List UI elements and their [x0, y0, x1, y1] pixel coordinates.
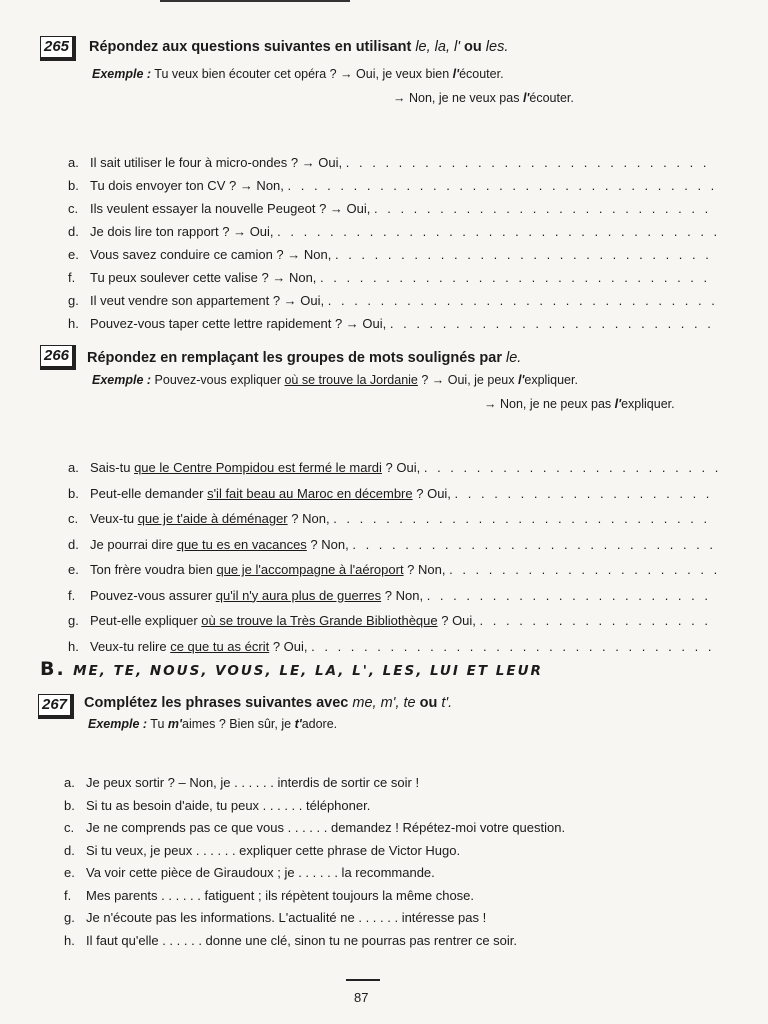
item-letter: g.	[64, 910, 75, 925]
exercise-number: 266	[40, 345, 76, 370]
title-italic-2: t'.	[441, 695, 453, 711]
exercise-265	[0, 36, 768, 331]
example-text: Tu	[147, 717, 168, 731]
list-item	[64, 933, 517, 948]
item-letter: a.	[68, 460, 79, 475]
item-letter: b.	[64, 797, 75, 813]
item-letter: h.	[68, 316, 79, 331]
exercise-267	[0, 694, 768, 948]
title-text: Répondez aux questions suivantes en utilisant	[89, 39, 416, 55]
item-text: Il veut vendre son appartement ? → Oui,	[90, 293, 325, 308]
item-letter: e.	[68, 247, 79, 262]
item-text: Pouvez-vous taper cette lettre rapidement ? → Oui,	[90, 316, 387, 331]
item-underlined: que je l'accompagne à l'aéroport	[216, 562, 404, 577]
example-text-mid: ? → Oui, je peux	[417, 373, 518, 387]
example-bold-2: t'	[294, 717, 302, 731]
list-item	[68, 270, 710, 285]
answer-dots: . . . . . . . . . . . . . . . . . . . . . . . . . . . .	[352, 536, 717, 552]
item-text-post: ? Non,	[306, 536, 349, 552]
item-underlined: qu'il n'y aura plus de guerres	[215, 587, 382, 603]
list-item	[68, 562, 720, 577]
answer-dots: . . . . . . . . . . . . . . . . . . . . .	[449, 562, 721, 577]
item-text: Mes parents . . . . . . fatiguent ; ils répètent toujours la même chose.	[86, 887, 475, 903]
list-item	[68, 511, 710, 526]
list-item	[64, 865, 435, 880]
top-rule	[160, 0, 350, 2]
example-bold: l'	[522, 91, 530, 105]
section-letter: B.	[40, 658, 66, 680]
example-text: Pouvez-vous expliquer	[151, 373, 285, 387]
title-italic: me, m', te	[352, 695, 416, 711]
answer-dots: . . . . . . . . . . . . . . . . . . . . . . . . . . . . .	[333, 511, 711, 526]
example-text-mid: aimes ? Bien sûr, je	[182, 717, 295, 731]
list-item	[68, 155, 709, 170]
item-letter: f.	[68, 270, 76, 285]
item-text: Tu peux soulever cette valise ? → Non,	[90, 270, 317, 285]
example-line	[88, 717, 337, 731]
item-text-post: ? Non,	[403, 562, 446, 577]
item-text-post: ? Non,	[287, 511, 330, 526]
item-text: Sais-tu	[90, 460, 135, 475]
item-letter: f.	[64, 887, 72, 903]
answer-dots: . . . . . . . . . . . . . . . . . . . . . . . . . . . . . .	[327, 293, 718, 308]
list-item	[68, 460, 721, 475]
list-item	[68, 201, 711, 216]
list-item	[68, 613, 711, 628]
exercise-header	[0, 36, 768, 66]
example-text: → Non, je ne veux pas	[393, 91, 523, 105]
item-letter: c.	[68, 511, 79, 526]
example-label: Exemple :	[92, 373, 152, 387]
item-letter: d.	[64, 842, 75, 858]
answer-dots: . . . . . . . . . . . . . . . . . . . . . . .	[423, 460, 722, 475]
answer-dots: . . . . . . . . . . . . . . . . . . . . . . . . . .	[374, 201, 712, 216]
example-line-1	[92, 67, 504, 81]
list-item	[64, 910, 486, 925]
item-text: Je ne comprends pas ce que vous . . . . . . demandez ! Répétez-moi votre question.	[86, 820, 566, 835]
item-text: Pouvez-vous assurer	[90, 587, 216, 603]
example-text-end: expliquer.	[621, 397, 675, 411]
section-heading	[40, 658, 543, 680]
example-line-2	[393, 91, 574, 105]
item-letter: c.	[64, 820, 75, 835]
item-text: Va voir cette pièce de Giraudoux ; je . . . . . . la recommande.	[86, 865, 435, 880]
answer-dots: . . . . . . . . . . . . . . . . . . . . . . . . . . . . . . . . .	[287, 178, 718, 193]
example-label: Exemple :	[92, 67, 152, 81]
title-text: Complétez les phrases suivantes avec	[84, 695, 353, 711]
list-item	[68, 178, 717, 193]
list-item	[64, 775, 419, 790]
item-text: Il sait utiliser le four à micro-ondes ? → Oui,	[90, 155, 343, 170]
exercise-title	[84, 695, 452, 711]
item-letter: h.	[68, 638, 79, 654]
title-text-mid: ou	[415, 695, 442, 711]
exercise-266	[0, 345, 768, 654]
item-underlined: que le Centre Pompidou est fermé le mardi	[134, 460, 382, 475]
item-text: Il faut qu'elle . . . . . . donne une clé, sinon tu ne pourras pas rentrer ce soir.	[86, 932, 518, 948]
item-text: Je n'écoute pas les informations. L'actualité ne . . . . . . intéresse pas !	[86, 910, 487, 925]
list-item	[68, 224, 720, 239]
answer-dots: . . . . . . . . . . . . . . . . . . . . . . . . . . . . . .	[320, 270, 711, 285]
example-bold: l'	[614, 397, 622, 411]
example-label: Exemple :	[88, 717, 148, 731]
list-item	[68, 486, 712, 501]
page-number: 87	[354, 990, 369, 1005]
answer-dots: . . . . . . . . . . . . . . . . . . . . . . . . . . . . .	[334, 247, 712, 262]
answer-dots: . . . . . . . . . . . . . . . . . . . . . .	[426, 587, 711, 603]
example-text-end: adore.	[301, 717, 338, 731]
item-text: Tu dois envoyer ton CV ? → Non,	[90, 178, 284, 193]
item-text: Je dois lire ton rapport ? → Oui,	[90, 224, 274, 239]
item-text: Si tu as besoin d'aide, tu peux . . . . . . téléphoner.	[86, 797, 371, 813]
item-text: Je pourrai dire	[90, 536, 177, 552]
list-item	[68, 537, 716, 552]
item-letter: h.	[64, 932, 75, 948]
example-line-1	[92, 373, 578, 387]
exercise-header	[0, 345, 768, 375]
item-text: Peut-elle demander	[90, 485, 208, 501]
list-item	[64, 820, 565, 835]
page-number-rule	[346, 979, 380, 981]
list-item	[64, 798, 370, 813]
exercise-number: 267	[38, 694, 74, 719]
item-text: Ton frère voudra bien	[90, 562, 217, 577]
item-text: Je peux sortir ? – Non, je . . . . . . interdis de sortir ce soir !	[86, 775, 420, 790]
item-underlined: que je t'aide à déménager	[137, 511, 288, 526]
example-text-end: écouter.	[529, 91, 574, 105]
item-letter: f.	[68, 587, 76, 603]
item-text-post: ? Oui,	[269, 638, 308, 654]
title-italic-2: les.	[485, 39, 509, 55]
item-text: Peut-elle expliquer	[90, 613, 202, 628]
example-bold: l'	[517, 373, 525, 387]
item-letter: d.	[68, 224, 79, 239]
answer-dots: . . . . . . . . . . . . . . . . . . . . . . . . . . . . . . . . . .	[277, 224, 721, 239]
list-item	[68, 588, 711, 603]
example-text: Tu veux bien écouter cet opéra ? → Oui, je veux bien	[151, 67, 453, 81]
answer-dots: . . . . . . . . . . . . . . . . . . . .	[454, 485, 713, 501]
item-text: Ils veulent essayer la nouvelle Peugeot ? → Oui,	[90, 201, 371, 216]
example-line-2	[484, 397, 675, 411]
example-text-end: écouter.	[459, 67, 504, 81]
item-text-post: ? Non,	[381, 587, 424, 603]
item-letter: b.	[68, 178, 79, 193]
item-text-post: ? Oui,	[412, 485, 451, 501]
list-item	[68, 316, 714, 331]
list-item	[64, 843, 460, 858]
list-item	[68, 639, 714, 654]
title-italic: le, la, l'	[415, 39, 461, 55]
example-bold: l'	[452, 67, 460, 81]
example-text-end: expliquer.	[524, 373, 578, 387]
section-title: ME, TE, NOUS, VOUS, LE, LA, L', LES, LUI ET LEUR	[73, 663, 543, 679]
answer-dots: . . . . . . . . . . . . . . . . . .	[479, 613, 711, 628]
item-letter: a.	[64, 775, 75, 790]
item-letter: g.	[68, 293, 79, 308]
item-letter: c.	[68, 201, 79, 216]
item-text: Si tu veux, je peux . . . . . . expliquer cette phrase de Victor Hugo.	[86, 842, 461, 858]
example-underlined: où se trouve la Jordanie	[284, 373, 418, 387]
item-underlined: s'il fait beau au Maroc en décembre	[207, 485, 413, 501]
exercise-number: 265	[40, 36, 76, 61]
item-underlined: ce que tu as écrit	[170, 638, 270, 654]
answer-dots: . . . . . . . . . . . . . . . . . . . . . . . . .	[389, 316, 714, 331]
title-text: Répondez en remplaçant les groupes de mots soulignés par	[87, 350, 506, 366]
item-text-post: ? Oui,	[381, 460, 421, 475]
item-text: Vous savez conduire ce camion ? → Non,	[90, 247, 332, 262]
item-text: Veux-tu	[90, 511, 138, 526]
item-letter: d.	[68, 536, 79, 552]
item-text: Veux-tu relire	[90, 638, 171, 654]
item-underlined: où se trouve la Très Grande Bibliothèque	[201, 613, 438, 628]
example-bold: m'	[167, 717, 182, 731]
item-letter: e.	[64, 865, 75, 880]
item-letter: a.	[68, 155, 79, 170]
example-text: → Non, je ne peux pas	[484, 397, 615, 411]
title-italic: le.	[506, 350, 522, 366]
exercise-title	[89, 39, 508, 55]
list-item	[68, 247, 712, 262]
item-letter: e.	[68, 562, 79, 577]
item-letter: b.	[68, 485, 79, 501]
exercise-title	[87, 350, 521, 366]
title-text-mid: ou	[460, 39, 486, 55]
list-item	[64, 888, 474, 903]
answer-dots: . . . . . . . . . . . . . . . . . . . . . . . . . . . . . . .	[311, 638, 715, 654]
item-underlined: que tu es en vacances	[176, 536, 307, 552]
list-item	[68, 293, 718, 308]
item-text-post: ? Oui,	[437, 613, 476, 628]
item-letter: g.	[68, 613, 79, 628]
answer-dots: . . . . . . . . . . . . . . . . . . . . . . . . . . . .	[345, 155, 710, 170]
